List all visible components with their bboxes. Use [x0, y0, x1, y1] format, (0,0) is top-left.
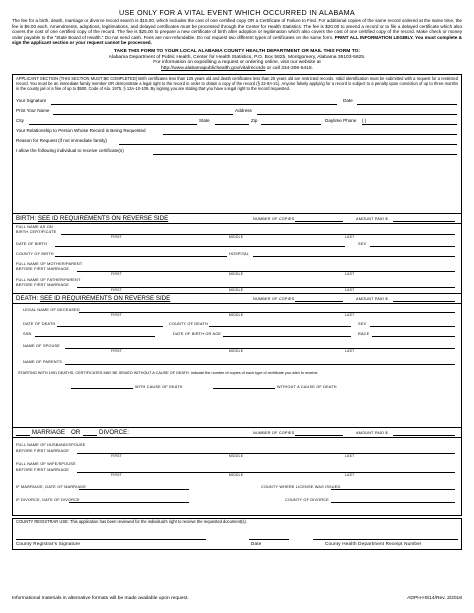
- print-name-label: Print Your Name: [16, 108, 50, 114]
- birth-copies-label: NUMBER OF COPIES: [253, 216, 295, 221]
- fee-instructions: [12, 18, 462, 46]
- phone-paren: ( ): [362, 118, 367, 124]
- website-info-line: For information on expediting a request or ordering online, visit our website at: [153, 60, 321, 66]
- with-cause-label: WITH CAUSE OF DEATH: [135, 385, 183, 390]
- zip-label: Zip: [251, 118, 258, 124]
- cod-field[interactable]: [209, 326, 351, 327]
- city-field[interactable]: [29, 124, 197, 125]
- husband-last-caption: LAST: [345, 454, 355, 459]
- mother-label-2: BEFORE FIRST MARRIAGE: [16, 267, 70, 272]
- death-amount-field[interactable]: [393, 301, 455, 302]
- mother-name-field[interactable]: [77, 271, 455, 272]
- death-copies-field[interactable]: [295, 301, 343, 302]
- birth-county-field[interactable]: [55, 256, 227, 257]
- dob-age-field[interactable]: [223, 336, 351, 337]
- husband-label-1: FULL NAME OF HUSBAND/SPOUSE: [16, 443, 86, 448]
- husband-first-caption: FIRST: [111, 454, 123, 459]
- ssn-label: SSN: [23, 332, 32, 337]
- registrar-signature-label: County Registrar's Signature: [16, 541, 81, 547]
- zip-field[interactable]: [261, 124, 321, 125]
- applicant-header: APPLICANT SECTION (THIS SECTION MUST BE COMPLETED) Birth certificates less than 125 years old and death certificates less than 25 years old are restricted records. Valid identification must be submitted with a request for a restricted record. You must be an immediate family member OR demonstrate a legal right to the record in order to obtain a copy of the record (§ 22-9A-21). Anyone falsely applying for a record is subject to a penalty upon conviction of up to three months in the county jail or a fine of up to $500. Code of Ala. 1975, § 13A-10-109. By signing you are stating that you have a legal right to the record requested.: [16, 76, 458, 92]
- registrar-signature-field[interactable]: [16, 539, 206, 540]
- date-field[interactable]: [357, 104, 457, 105]
- parents-label: NAME OF PARENTS: [23, 360, 63, 365]
- birth-sex-field[interactable]: [370, 246, 455, 247]
- birth-last-caption: LAST: [345, 235, 355, 240]
- registrar-note: COUNTY REGISTRAR USE: This application has been reviewed for the individual's right to receive the requested document(s).: [16, 519, 247, 525]
- county-license-label: COUNTY WHERE LICENSE WAS ISSUED: [261, 485, 341, 490]
- divorce-checkbox[interactable]: [83, 435, 97, 436]
- birth-hospital-label: HOSPITAL: [229, 252, 250, 257]
- address-label: Address: [235, 108, 252, 114]
- father-last-caption: LAST: [345, 288, 355, 293]
- race-field[interactable]: [372, 336, 455, 337]
- relationship-field[interactable]: [163, 134, 457, 135]
- death-sex-field[interactable]: [370, 326, 455, 327]
- marriage-or: OR: [71, 428, 81, 436]
- fee-paragraph: The fee for a birth, death, marriage or divorce record search is $15.00, which includes the cost of one certified copy OR a Certificate of Failure to Find. For additional copies of the same record ordered at the same time, the fee is $6.00 each. Amendments, adoptions, legitimations, and delayed certificates must be processed through the Center for Health Statistics. The fee is $20.00 to amend a record or to file a delayed certificate which also covers the cost of one certified copy of the record. The fee is $25.00 to prepare a new certificate of birth after adoption or legitimation which also covers the cost of one certified copy of the record. Make check or money order payable to the "State Board of Health." Do not send cash. Fees are non-refundable. Do not request two different types of certificates on the same form.: [12, 18, 462, 40]
- daytime-phone-label: Daytime Phone: [325, 118, 357, 124]
- birth-dob-field[interactable]: [55, 246, 345, 247]
- county-divorce-field[interactable]: [331, 502, 455, 503]
- death-sex-label: SEX: [358, 322, 367, 327]
- registrar-date-label: Date: [251, 541, 262, 547]
- state-label: State: [199, 118, 210, 124]
- reason-field[interactable]: [119, 144, 457, 145]
- spouse-middle-caption: MIDDLE: [229, 349, 244, 354]
- form-title: USE ONLY FOR A VITAL EVENT WHICH OCCURRED IN ALABAMA: [118, 8, 356, 17]
- address-field[interactable]: [257, 114, 457, 115]
- race-label: RACE: [358, 332, 370, 337]
- deceased-name-label: LEGAL NAME OF DECEASED: [23, 308, 80, 313]
- dom-field[interactable]: [79, 489, 189, 490]
- marriage-divorce-section: [12, 428, 462, 516]
- father-name-field[interactable]: [77, 287, 455, 288]
- death-title: DEATH: SEE ID REQUIREMENTS ON REVERSE SIDE: [16, 294, 171, 302]
- birth-amount-label: AMOUNT PAID $: [356, 216, 388, 221]
- reason-label: Reason for Request (if not immediate family): [16, 138, 107, 144]
- dom-label: IF MARRIAGE, DATE OF MARRIAGE: [16, 485, 87, 490]
- deceased-name-field[interactable]: [79, 312, 455, 313]
- wife-last-caption: LAST: [345, 473, 355, 478]
- birth-dob-label: DATE OF BIRTH: [16, 242, 48, 247]
- state-field[interactable]: [215, 124, 249, 125]
- alt-formats-notice: Informational materials in alternative formats will be made available upon request.: [12, 596, 189, 601]
- birth-fullname-label: FULL NAME AS ON: [16, 225, 53, 230]
- husband-middle-caption: MIDDLE: [229, 454, 244, 459]
- allow-field[interactable]: [153, 154, 457, 155]
- marriage-copies-field[interactable]: [295, 435, 343, 436]
- marriage-title: MARRIAGE: [32, 428, 66, 436]
- dod-field[interactable]: [57, 326, 163, 327]
- father-middle-caption: MIDDLE: [229, 288, 244, 293]
- birth-hospital-field[interactable]: [253, 256, 455, 257]
- spouse-field[interactable]: [65, 348, 455, 349]
- marriage-amount-label: AMOUNT PAID $: [356, 430, 388, 435]
- applicant-section: [12, 74, 462, 214]
- form-number: ADPH-HS14/Rev. 3/2018: [407, 596, 462, 601]
- cod-label: COUNTY OF DEATH: [169, 322, 208, 327]
- mail-instructions: [12, 49, 462, 71]
- death-middle-caption: MIDDLE: [229, 313, 244, 318]
- county-license-field[interactable]: [331, 489, 455, 490]
- dob-age-label: DATE OF BIRTH OR AGE: [173, 332, 222, 337]
- phone-line: or call 334-206-5418.: [266, 65, 313, 71]
- death-copies-label: NUMBER OF COPIES: [253, 296, 295, 301]
- dod-label: DATE OF DEATH: [23, 322, 56, 327]
- death-amount-label: AMOUNT PAID $: [356, 296, 388, 301]
- death-last-caption: LAST: [345, 313, 355, 318]
- wife-name-field[interactable]: [77, 472, 455, 473]
- phone-field[interactable]: [362, 124, 457, 125]
- birth-cert-label: BIRTH CERTIFICATE: [16, 230, 57, 235]
- relationship-label: Your Relationship to Person Whose Record is Being Requested: [16, 128, 146, 134]
- death-first-caption: FIRST: [111, 313, 123, 318]
- husband-name-field[interactable]: [77, 453, 455, 454]
- ssn-field[interactable]: [35, 336, 155, 337]
- website-link[interactable]: http://www.alabamapublichealth.gov/vitalrecords: [161, 65, 266, 71]
- wife-label-1: FULL NAME OF WIFE/SPOUSE: [16, 462, 76, 467]
- address-line: Alabama Department of Public Health, Center for Health Statistics, P.O. Box 5625, Montgomery, Alabama 36103-5625.: [108, 54, 366, 60]
- birth-title: BIRTH: SEE ID REQUIREMENTS ON REVERSE SIDE: [16, 214, 169, 222]
- print-name-field[interactable]: [53, 114, 233, 115]
- spouse-label: NAME OF SPOUSE: [23, 344, 60, 349]
- birth-county-label: COUNTY OF BIRTH: [16, 252, 54, 257]
- spouse-first-caption: FIRST: [111, 349, 123, 354]
- registrar-section: [12, 518, 462, 550]
- birth-first-caption: FIRST: [111, 235, 123, 240]
- wife-middle-caption: MIDDLE: [229, 473, 244, 478]
- registrar-date-field[interactable]: [249, 539, 289, 540]
- marriage-checkbox[interactable]: [16, 435, 30, 436]
- with-cause-field[interactable]: [71, 388, 133, 389]
- wife-first-caption: FIRST: [111, 473, 123, 478]
- mother-label-1: FULL NAME OF MOTHER/PARENT: [16, 262, 83, 267]
- husband-label-2: BEFORE FIRST MARRIAGE: [16, 449, 70, 454]
- take-form-line: TAKE THIS FORM TO YOUR LOCAL ALABAMA COUNTY HEALTH DEPARTMENT OR MAIL THIS FORM TO:: [113, 48, 361, 54]
- without-cause-label: WITHOUT A CAUSE OF DEATH: [277, 385, 337, 390]
- father-label-1: FULL NAME OF FATHER/PARENT: [16, 278, 81, 283]
- father-first-caption: FIRST: [111, 288, 123, 293]
- mother-last-caption: LAST: [345, 272, 355, 277]
- birth-section: [12, 214, 462, 294]
- birth-copies-field[interactable]: [295, 221, 343, 222]
- father-label-2: BEFORE FIRST MARRIAGE: [16, 283, 70, 288]
- spouse-last-caption: LAST: [345, 349, 355, 354]
- divorce-date-field[interactable]: [69, 502, 189, 503]
- dod-divorce-label: IF DIVORCE, DATE OF DIVORCE: [16, 498, 80, 503]
- vital-records-form: [12, 8, 462, 550]
- marriage-amount-field[interactable]: [393, 435, 455, 436]
- birth-amount-field[interactable]: [393, 221, 455, 222]
- city-label: City: [16, 118, 24, 124]
- death-section: [12, 294, 462, 428]
- cause-of-death-note: STARTING WITH 1991 DEATHS, CERTIFICATES MAY BE ISSUED WITHOUT A CAUSE OF DEATH. Indicate the number of copies of each type of certificate you wish to receive:: [18, 371, 319, 376]
- allow-label: I allow the following individual to receive certificate(s): [16, 148, 124, 154]
- mother-middle-caption: MIDDLE: [229, 272, 244, 277]
- birth-sex-label: SEX: [358, 242, 367, 247]
- print-legibly-notice: PRINT ALL INFORMATION LEGIBLY. You must complete & sign the applicant section or your request cannot be processed.: [12, 34, 462, 46]
- county-divorce-label: COUNTY OF DIVORCE: [285, 498, 330, 503]
- mother-first-caption: FIRST: [111, 272, 123, 277]
- marriage-copies-label: NUMBER OF COPIES: [253, 430, 295, 435]
- signature-field[interactable]: [51, 104, 337, 105]
- wife-label-2: BEFORE FIRST MARRIAGE: [16, 468, 70, 473]
- date-label: Date: [343, 98, 353, 104]
- birth-middle-caption: MIDDLE: [229, 235, 244, 240]
- divorce-title: DIVORCE:: [99, 428, 129, 436]
- without-cause-field[interactable]: [213, 388, 275, 389]
- receipt-number-field[interactable]: [313, 539, 458, 540]
- parents-field[interactable]: [65, 364, 455, 365]
- signature-label: Your Signature: [16, 98, 47, 104]
- receipt-number-label: County Health Department Receipt Number: [325, 541, 422, 547]
